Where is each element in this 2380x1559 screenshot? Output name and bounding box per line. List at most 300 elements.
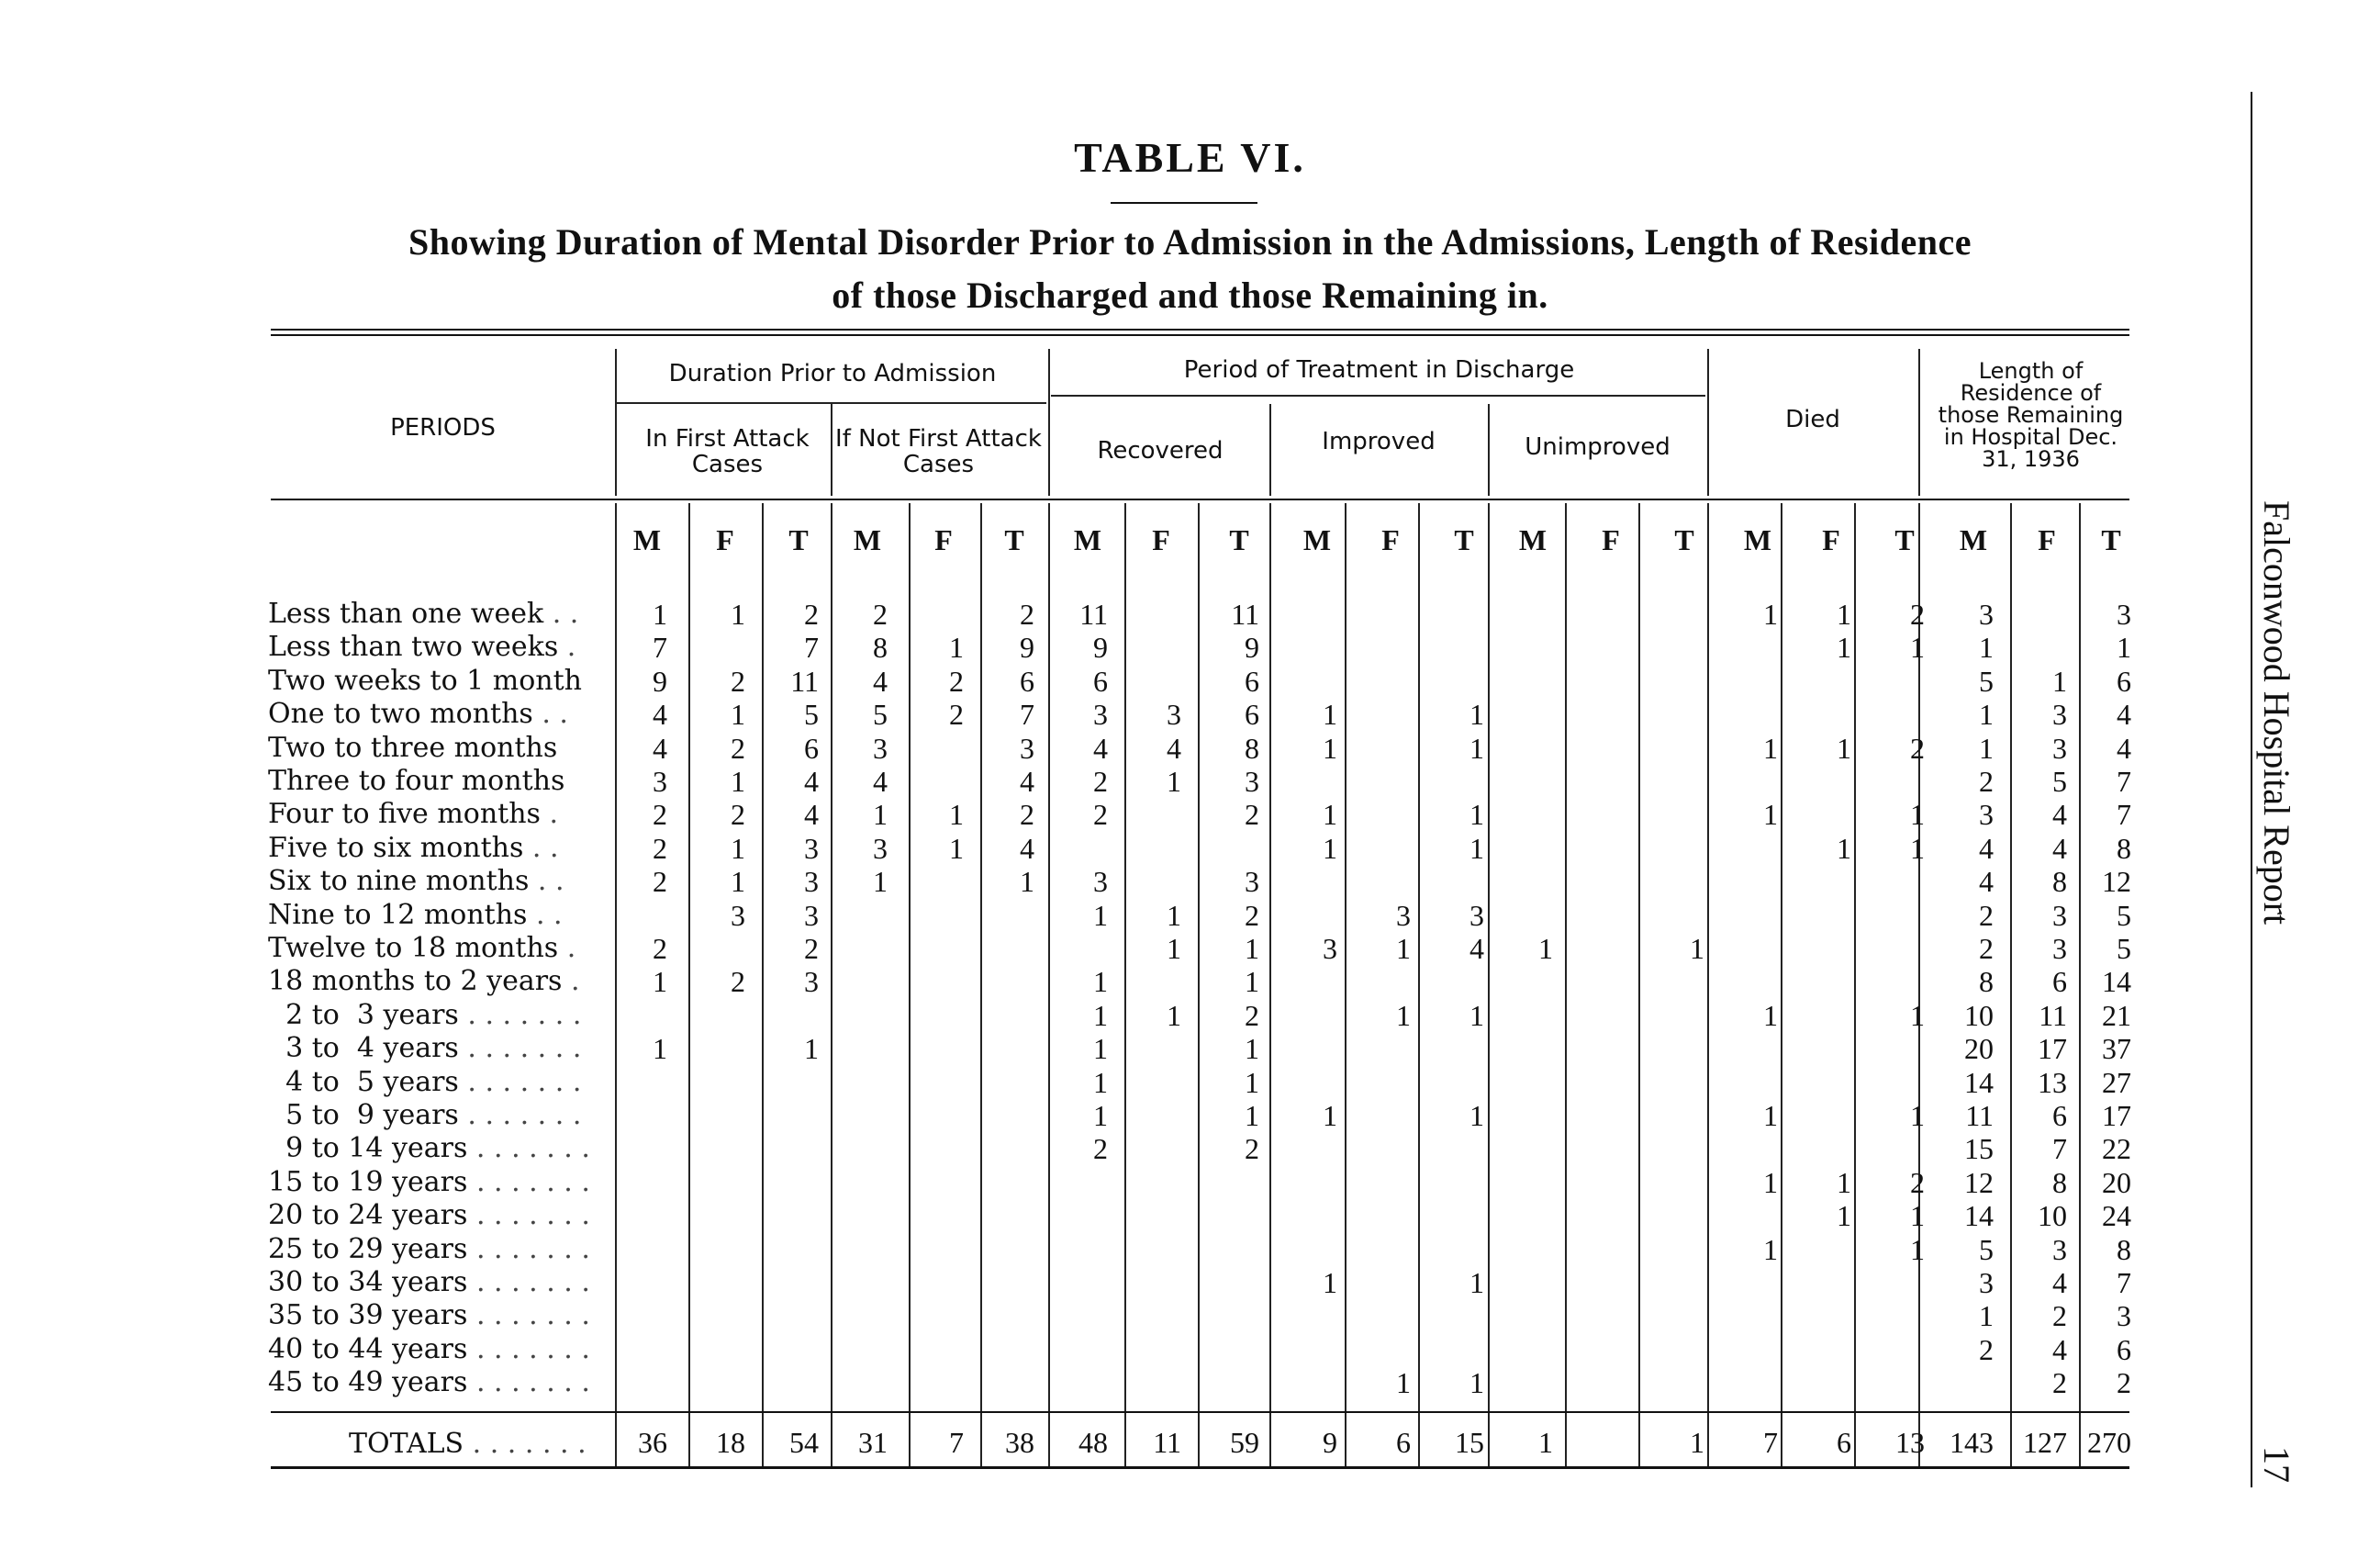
table-cell: 8 xyxy=(873,631,888,665)
table-cell: 8 xyxy=(1979,965,1994,999)
table-cell: 1 xyxy=(1323,731,1337,765)
table-cell: 4 xyxy=(1093,731,1108,765)
table-cell: 1 xyxy=(1763,798,1778,832)
table-cell: 1 xyxy=(1245,932,1259,965)
table-cell: 3 xyxy=(2052,731,2067,765)
subheader-m-16: M xyxy=(1743,523,1772,556)
totals-cell: 38 xyxy=(1005,1426,1034,1459)
table-subtitle-line-2: of those Discharged and those Remaining in. xyxy=(832,275,1548,316)
header-periods: PERIODS xyxy=(390,414,496,442)
subheader-f-8: F xyxy=(1152,523,1170,556)
subheader-m-4: M xyxy=(853,523,882,556)
table-cell: 2 xyxy=(1093,1132,1108,1166)
table-cell: 7 xyxy=(653,631,667,665)
table-cell: 1 xyxy=(1690,932,1704,965)
table-cell: 1 xyxy=(1837,598,1851,631)
table-cell: 1 xyxy=(1093,1099,1108,1132)
table-cell: 2 xyxy=(1245,998,1259,1032)
table-cell: 1 xyxy=(949,631,964,665)
side-running-title: Falconwood Hospital Report xyxy=(2256,500,2297,925)
column-divider-11 xyxy=(1345,503,1346,1469)
totals-cell: 1 xyxy=(1538,1426,1553,1459)
table-cell: 3 xyxy=(1396,898,1411,932)
table-cell: 27 xyxy=(2102,1065,2131,1099)
subheader-m-19: M xyxy=(1959,523,1988,556)
table-cell: 4 xyxy=(653,698,667,732)
table-cell: 2 xyxy=(2117,1366,2131,1400)
totals-cell: 13 xyxy=(1895,1426,1925,1459)
row-label-text: Twelve to 18 months xyxy=(268,932,559,964)
table-cell: 1 xyxy=(1910,798,1925,832)
table-cell: 1 xyxy=(1093,1065,1108,1099)
header-first-attack: In First Attack Cases xyxy=(645,425,810,478)
table-cell: 1 xyxy=(731,865,745,899)
row-label-dots: . . . . . . . xyxy=(458,1099,582,1131)
table-cell: 11 xyxy=(1231,598,1259,631)
table-cell: 5 xyxy=(2117,898,2131,932)
table-cell: 4 xyxy=(1020,831,1034,865)
subheader-t-12: T xyxy=(1454,523,1474,556)
row-label-dots: . . . . . . . xyxy=(458,998,582,1031)
subheader-f-14: F xyxy=(1602,523,1620,556)
table-cell: 1 xyxy=(1763,731,1778,765)
table-cell: 3 xyxy=(1167,698,1181,732)
table-cell: 2 xyxy=(731,731,745,765)
totals-cell: 6 xyxy=(1396,1426,1411,1459)
row-label-text: Less than two weeks xyxy=(268,631,559,664)
table-cell: 1 xyxy=(1323,698,1337,732)
table-cell: 2 xyxy=(1979,898,1994,932)
row-label xyxy=(268,899,612,932)
totals-cell: 48 xyxy=(1078,1426,1108,1459)
table-cell: 6 xyxy=(1020,664,1034,698)
table-cell: 1 xyxy=(804,1032,819,1066)
table-cell: 3 xyxy=(804,831,819,865)
row-label-text: Five to six months xyxy=(268,831,524,864)
table-cell: 1 xyxy=(1323,1266,1337,1299)
subheader-t-15: T xyxy=(1674,523,1694,556)
table-cell: 1 xyxy=(1763,998,1778,1032)
table-cell: 1 xyxy=(1837,731,1851,765)
table-cell: 1 xyxy=(1093,898,1108,932)
table-cell: 2 xyxy=(731,798,745,832)
header-sub-divider-1 xyxy=(831,404,832,496)
table-cell: 3 xyxy=(2052,898,2067,932)
table-cell: 21 xyxy=(2102,998,2131,1032)
header-sub-divider-2 xyxy=(1269,404,1271,496)
table-cell: 4 xyxy=(2052,1266,2067,1299)
row-label-text: Two weeks to 1 month xyxy=(268,664,582,697)
table-cell: 6 xyxy=(2052,965,2067,999)
table-top-rule-double xyxy=(271,334,2129,336)
totals-separator xyxy=(271,1411,2129,1413)
table-cell: 4 xyxy=(1020,765,1034,798)
table-cell: 3 xyxy=(1323,932,1337,965)
page-number: 17 xyxy=(2256,1446,2297,1483)
table-cell: 2 xyxy=(731,965,745,999)
table-cell: 1 xyxy=(1245,965,1259,999)
table-cell: 8 xyxy=(1245,731,1259,765)
table-cell: 11 xyxy=(790,664,819,698)
table-cell: 13 xyxy=(2038,1065,2067,1099)
table-cell: 1 xyxy=(1020,865,1034,899)
table-cell: 1 xyxy=(1093,998,1108,1032)
row-label-dots: . . . . . . . xyxy=(467,1366,590,1399)
totals-label xyxy=(349,1428,587,1460)
table-cell: 12 xyxy=(1964,1165,1994,1199)
totals-cell: 7 xyxy=(1763,1426,1778,1459)
totals-cell: 6 xyxy=(1837,1426,1851,1459)
totals-label-dots: . . . . . . . xyxy=(464,1428,587,1460)
table-cell: 14 xyxy=(2102,965,2131,999)
row-label-text: 18 months to 2 years xyxy=(268,965,563,998)
table-cell: 1 xyxy=(1469,1266,1484,1299)
table-cell: 1 xyxy=(1167,898,1181,932)
table-cell: 1 xyxy=(731,765,745,798)
table-cell: 20 xyxy=(1964,1032,1994,1066)
table-cell: 3 xyxy=(1979,798,1994,832)
table-cell: 8 xyxy=(2052,865,2067,899)
table-cell: 1 xyxy=(1323,831,1337,865)
row-label xyxy=(268,1166,612,1199)
table-cell: 3 xyxy=(1245,765,1259,798)
column-divider-14 xyxy=(1565,503,1567,1469)
table-bottom-rule xyxy=(271,1466,2129,1469)
table-cell: 3 xyxy=(2117,598,2131,631)
table-cell: 1 xyxy=(1910,1099,1925,1132)
table-cell: 3 xyxy=(873,831,888,865)
table-cell: 9 xyxy=(1020,631,1034,665)
table-cell: 3 xyxy=(1093,698,1108,732)
table-cell: 1 xyxy=(1763,1099,1778,1132)
column-divider-7 xyxy=(1048,503,1050,1469)
table-cell: 1 xyxy=(1396,932,1411,965)
row-label xyxy=(268,732,612,765)
table-cell: 2 xyxy=(1020,798,1034,832)
table-cell: 6 xyxy=(2117,1332,2131,1366)
table-cell: 1 xyxy=(1979,1299,1994,1333)
table-cell: 4 xyxy=(1469,932,1484,965)
row-label-dots: . . xyxy=(527,898,563,931)
table-cell: 2 xyxy=(1979,1332,1994,1366)
table-cell: 12 xyxy=(2102,865,2131,899)
table-title: TABLE VI. xyxy=(1074,134,1306,181)
table-cell: 4 xyxy=(653,731,667,765)
row-label-text: 30 to 34 years xyxy=(268,1266,468,1298)
table-cell: 2 xyxy=(653,865,667,899)
table-cell: 3 xyxy=(2052,698,2067,732)
table-cell: 24 xyxy=(2102,1199,2131,1233)
table-cell: 4 xyxy=(873,765,888,798)
row-label-dots: . . . . . . . xyxy=(458,1032,582,1065)
column-divider-15 xyxy=(1638,503,1640,1469)
row-label xyxy=(268,1132,612,1165)
header-improved: Improved xyxy=(1322,428,1436,455)
row-label-dots: . . . . . . . xyxy=(467,1299,590,1332)
totals-cell: 59 xyxy=(1230,1426,1259,1459)
row-label-dots: . . xyxy=(532,698,568,731)
table-cell: 1 xyxy=(1763,598,1778,631)
table-cell: 1 xyxy=(1093,1032,1108,1066)
row-label xyxy=(268,765,612,798)
table-cell: 11 xyxy=(1965,1099,1994,1132)
table-cell: 1 xyxy=(1167,765,1181,798)
table-cell: 2 xyxy=(949,664,964,698)
table-cell: 1 xyxy=(653,965,667,999)
row-label-text: Two to three months xyxy=(268,731,558,764)
table-cell: 1 xyxy=(1469,1366,1484,1400)
header-died: Died xyxy=(1785,406,1840,433)
totals-cell: 54 xyxy=(789,1426,819,1459)
row-label xyxy=(268,932,612,965)
row-label xyxy=(268,1266,612,1299)
table-cell: 2 xyxy=(1020,598,1034,631)
table-cell: 1 xyxy=(1469,798,1484,832)
row-label-text: 25 to 29 years xyxy=(268,1232,468,1265)
table-cell: 3 xyxy=(2117,1299,2131,1333)
table-cell: 1 xyxy=(1837,1199,1851,1233)
table-cell: 3 xyxy=(1245,865,1259,899)
table-cell: 2 xyxy=(731,664,745,698)
row-label xyxy=(268,1333,612,1366)
header-sub-divider-3 xyxy=(1488,404,1490,496)
table-cell: 2 xyxy=(873,598,888,631)
table-cell: 6 xyxy=(2117,664,2131,698)
table-cell: 15 xyxy=(1964,1132,1994,1166)
table-cell: 7 xyxy=(2052,1132,2067,1166)
table-cell: 5 xyxy=(873,698,888,732)
table-cell: 2 xyxy=(1979,765,1994,798)
header-group-divider-3 xyxy=(1707,349,1709,496)
title-underline xyxy=(1111,202,1257,204)
subheader-m-10: M xyxy=(1302,523,1332,556)
row-label xyxy=(268,1066,612,1099)
row-label-dots: . xyxy=(562,965,580,998)
row-label-text: 20 to 24 years xyxy=(268,1199,468,1232)
table-cell: 9 xyxy=(653,664,667,698)
table-cell: 2 xyxy=(1245,1132,1259,1166)
totals-cell: 1 xyxy=(1690,1426,1704,1459)
table-cell: 1 xyxy=(1245,1032,1259,1066)
row-label-text: 2 to 3 years xyxy=(268,998,459,1031)
header-group-divider-1 xyxy=(615,349,617,496)
row-label-dots: . xyxy=(540,798,559,831)
table-cell: 9 xyxy=(1245,631,1259,665)
row-label-dots: . xyxy=(558,631,576,664)
subheader-f-5: F xyxy=(934,523,953,556)
row-label-dots: . . . . . . . xyxy=(467,1266,590,1298)
table-cell: 1 xyxy=(731,831,745,865)
row-label-dots: . xyxy=(558,932,576,964)
table-cell: 17 xyxy=(2038,1032,2067,1066)
table-cell: 20 xyxy=(2102,1165,2131,1199)
totals-cell: 7 xyxy=(949,1426,964,1459)
subheader-m-7: M xyxy=(1073,523,1102,556)
table-cell: 8 xyxy=(2117,1232,2131,1266)
header-recovered: Recovered xyxy=(1097,437,1224,465)
header-group-divider-2 xyxy=(1048,349,1050,496)
subheader-t-3: T xyxy=(788,523,809,556)
row-label xyxy=(268,698,612,731)
table-cell: 1 xyxy=(653,598,667,631)
table-cell: 6 xyxy=(804,731,819,765)
table-cell: 2 xyxy=(653,831,667,865)
table-cell: 3 xyxy=(1093,865,1108,899)
row-label xyxy=(268,1233,612,1266)
table-cell: 7 xyxy=(2117,1266,2131,1299)
header-separator xyxy=(271,499,2129,500)
row-label-text: Less than one week xyxy=(268,598,544,630)
table-cell: 3 xyxy=(2052,1232,2067,1266)
table-cell: 1 xyxy=(1837,831,1851,865)
subheader-f-11: F xyxy=(1381,523,1400,556)
table-cell: 14 xyxy=(1964,1199,1994,1233)
table-cell: 3 xyxy=(2052,932,2067,965)
table-cell: 7 xyxy=(2117,765,2131,798)
row-label-text: Nine to 12 months xyxy=(268,898,528,931)
table-cell: 5 xyxy=(1979,664,1994,698)
row-label xyxy=(268,1199,612,1232)
row-label-dots: . . . . . . . xyxy=(467,1232,590,1265)
row-label-text: 40 to 44 years xyxy=(268,1332,468,1365)
column-divider-16 xyxy=(1707,503,1709,1469)
header-length-residence: Length of Residence of those Remaining in Hospital Dec. 31, 1936 xyxy=(1938,358,2124,472)
table-cell: 4 xyxy=(2117,698,2131,732)
totals-cell: 11 xyxy=(1153,1426,1181,1459)
subheader-f-2: F xyxy=(716,523,734,556)
table-cell: 2 xyxy=(804,932,819,965)
column-divider-17 xyxy=(1781,503,1782,1469)
table-cell: 1 xyxy=(1167,932,1181,965)
row-label-text: Six to nine months xyxy=(268,865,530,898)
table-cell: 3 xyxy=(731,898,745,932)
table-cell: 1 xyxy=(731,698,745,732)
table-cell: 1 xyxy=(1469,1099,1484,1132)
table-cell: 4 xyxy=(2052,1332,2067,1366)
row-label xyxy=(268,1032,612,1065)
table-cell: 2 xyxy=(1910,1165,1925,1199)
table-cell: 1 xyxy=(1538,932,1553,965)
table-cell: 1 xyxy=(1910,1232,1925,1266)
table-cell: 1 xyxy=(873,798,888,832)
table-cell: 2 xyxy=(1910,598,1925,631)
subheader-f-17: F xyxy=(1822,523,1840,556)
table-cell: 7 xyxy=(804,631,819,665)
table-cell: 1 xyxy=(653,1032,667,1066)
table-cell: 1 xyxy=(873,865,888,899)
column-divider-9 xyxy=(1198,503,1200,1469)
table-cell: 11 xyxy=(1079,598,1108,631)
table-cell: 4 xyxy=(1167,731,1181,765)
row-label-text: 5 to 9 years xyxy=(268,1099,459,1131)
row-label xyxy=(268,1299,612,1332)
row-label-dots: . . xyxy=(543,598,579,630)
table-cell: 1 xyxy=(1979,731,1994,765)
header-treatment-underline xyxy=(1051,395,1705,397)
subheader-f-20: F xyxy=(2038,523,2056,556)
row-label-text: Four to five months xyxy=(268,798,541,831)
table-cell: 22 xyxy=(2102,1132,2131,1166)
header-not-first-attack: If Not First Attack Cases xyxy=(835,425,1042,478)
totals-cell: 143 xyxy=(1950,1426,1994,1459)
table-cell: 1 xyxy=(1469,831,1484,865)
totals-cell: 15 xyxy=(1455,1426,1484,1459)
subheader-t-6: T xyxy=(1004,523,1024,556)
header-duration-underline xyxy=(617,402,1046,404)
table-cell: 3 xyxy=(1979,1266,1994,1299)
table-cell: 2 xyxy=(949,698,964,732)
table-cell: 4 xyxy=(1979,865,1994,899)
table-cell: 1 xyxy=(1469,731,1484,765)
column-divider-13 xyxy=(1488,503,1490,1469)
table-cell: 3 xyxy=(804,865,819,899)
row-label xyxy=(268,1366,612,1399)
table-cell: 1 xyxy=(1245,1099,1259,1132)
column-divider-8 xyxy=(1124,503,1126,1469)
table-cell: 2 xyxy=(804,598,819,631)
table-cell: 3 xyxy=(804,965,819,999)
table-cell: 5 xyxy=(1979,1232,1994,1266)
header-period-treatment: Period of Treatment in Discharge xyxy=(1183,356,1575,384)
totals-cell: 31 xyxy=(858,1426,888,1459)
table-cell: 1 xyxy=(1910,998,1925,1032)
subheader-t-9: T xyxy=(1229,523,1249,556)
table-cell: 1 xyxy=(2117,631,2131,665)
totals-cell: 18 xyxy=(716,1426,745,1459)
table-cell: 3 xyxy=(1469,898,1484,932)
table-cell: 1 xyxy=(1396,1366,1411,1400)
table-cell: 3 xyxy=(1979,598,1994,631)
row-label-text: 9 to 14 years xyxy=(268,1132,468,1165)
row-label-text: 15 to 19 years xyxy=(268,1165,468,1198)
row-label-dots: . . xyxy=(523,831,559,864)
column-divider-18 xyxy=(1854,503,1856,1469)
table-cell: 1 xyxy=(1910,631,1925,665)
table-cell: 2 xyxy=(1910,731,1925,765)
table-cell: 1 xyxy=(949,831,964,865)
totals-cell: 9 xyxy=(1323,1426,1337,1459)
table-cell: 1 xyxy=(1979,631,1994,665)
row-label xyxy=(268,1099,612,1132)
table-cell: 37 xyxy=(2102,1032,2131,1066)
row-label xyxy=(268,965,612,998)
table-cell: 9 xyxy=(1093,631,1108,665)
table-cell: 1 xyxy=(1323,798,1337,832)
row-label-text: 4 to 5 years xyxy=(268,1065,459,1098)
header-group-divider-4 xyxy=(1918,349,1920,496)
subheader-t-21: T xyxy=(2101,523,2121,556)
row-label-text: Three to four months xyxy=(268,765,565,797)
table-cell: 1 xyxy=(1469,998,1484,1032)
row-label-text: 35 to 39 years xyxy=(268,1299,468,1332)
row-label xyxy=(268,832,612,865)
table-cell: 3 xyxy=(804,898,819,932)
header-duration-prior: Duration Prior to Admission xyxy=(668,360,997,387)
table-cell: 7 xyxy=(2117,798,2131,832)
table-cell: 1 xyxy=(2052,664,2067,698)
table-cell: 2 xyxy=(653,932,667,965)
table-cell: 1 xyxy=(1979,698,1994,732)
table-top-rule xyxy=(271,329,2129,331)
table-cell: 10 xyxy=(2038,1199,2067,1233)
table-cell: 10 xyxy=(1964,998,1994,1032)
table-cell: 7 xyxy=(1020,698,1034,732)
table-cell: 1 xyxy=(1763,1165,1778,1199)
row-label-dots: . . . . . . . xyxy=(467,1132,590,1165)
table-cell: 2 xyxy=(1979,932,1994,965)
table-cell: 2 xyxy=(653,798,667,832)
table-cell: 1 xyxy=(1093,965,1108,999)
